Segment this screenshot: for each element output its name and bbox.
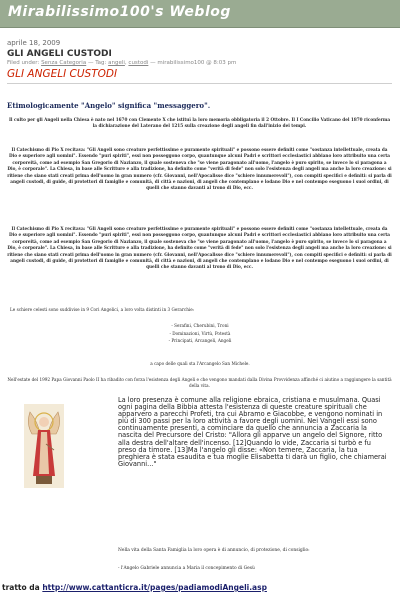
source-footer <box>2 583 267 592</box>
blog-title[interactable]: Mirabilissimo100's Weblog <box>8 4 231 20</box>
lead-text: Etimologicamente "Angelo" significa "messaggero". <box>7 101 211 110</box>
nell-text: Nell'estate del 1992 Papa Giovanni Paolo II ha ribadito con forza l'esistenza degli Angeli e che vengono mandati dalla Divina Provvidenza affinché ci aiutino a raggiungere la santità della vita. <box>7 377 392 389</box>
capo-text: a capo delle quali sta l'Arcangelo San Michele. <box>150 361 250 366</box>
paragraph-1 <box>7 117 392 130</box>
choirs-list <box>0 322 400 345</box>
post-title[interactable]: GLI ANGELI CUSTODI <box>7 49 112 59</box>
post-meta: Filed under: Senza Categoria — Tag: angeli, custodi — mirabilissimo100 @ 8:03 pm <box>7 60 237 66</box>
choirs-intro: Le schiere celesti sono suddivise in 9 Cori Angelici, a loro volta distinti in 3 Gerarchie: <box>10 307 195 312</box>
meta-suffix: — mirabilissimo100 @ 8:03 pm <box>150 60 237 66</box>
side-main-text: La loro presenza è comune alla religione ebraica, cristiana e musulmana. Quasi ogni pagina della Bibbia attesta l'esistenza di queste creature spirituali che apparvero a parecchi Profeti, tra cui Abramo e Giacobbe, e vengono nominati in più di 300 passi per la loro attività a favore degli uomini. Nei Vangeli essi sono continuamente presenti, a cominciare da quello che annuncia a Zaccaria la nascita del Precursore del Cristo: "Allora gli apparve un angelo del Signore, ritto alla destra dell'altare dell'incenso. [12]Quando lo vide, Zaccaria si turbò e fu preso da timore. [13]Ma l'angelo gli disse: «Non temere, Zaccaria, la tua preghiera è stata esaudita e tua moglie Elisabetta ti darà un figlio, che chiamerai Giovanni..." <box>118 396 387 468</box>
paragraph-1-text: Il culto per gli Angeli nella Chiesa è nato nel 1670 con Clemente X che istituì la loro memoria obbligatoria il 2 Ottobre. Il I Concilio Vaticano del 1870 riconferma la dichiarazione del Laterano del 1215 sulla creazione degli angeli fin dall'inizio dei tempi. <box>8 117 391 129</box>
paragraph-2-text: Il Catechismo di Pio X recitava: "Gli Angeli sono creature perfettissime e puramente spirituali" e possono essere definiti come "sostanza intellettuale, creata da Dio e superiore agli uomini". Essendo "puri spiriti", essi non posseggono corpo, quantunque alcuni Padri e scrittori ecclesiastici abbiano loro attribuito una certa corporeità, come ad esempio San Gregorio di Nazianzo, il quale sosteneva che "se viene paragonato all'uomo, l'angelo è puro spirito, se invece lo si paragona a Dio, è corporale". La Chiesa, in base alle Scritture e alla tradizione, ha definito come "verità di fede" non solo l'esistenza degli angeli ma anche la loro creazione: si ritiene che siano stati creati prima dell'uomo in gran numero (cfr. Giovanni, nell'Apocalisse dice "schiere innumerevoli"), con compiti specifici e definiti: si parla di angeli custodi, di guide, di protettori di famiglie e comunità, di città e nazioni, di angeli che contemplano e lodano Dio e nel contempo eseguono i suoi ordini, di quelli che stanno davanti al trono di Dio, ecc. <box>7 147 392 191</box>
side-paragraph-3: - l'Angelo Gabriele annuncia a Maria il concepimento di Gesù <box>118 566 255 571</box>
side-paragraph-2: Nella vita della Santa Famiglia la loro opera è di annuncio, di protezione, di consiglio: <box>118 548 310 553</box>
paragraph-3-text: Il Catechismo di Pio X recitava: "Gli Angeli sono creature perfettissime e puramente spirituali" e possono essere definiti come "sostanza intellettuale, creata da Dio e superiore agli uomini". Essendo "puri spiriti", essi non posseggono corpo, quantunque alcuni Padri e scrittori ecclesiastici abbiano loro attribuito una certa corporeità, come ad esempio San Gregorio di Nazianzo, il quale sosteneva che "se viene paragonato all'uomo, l'angelo è puro spirito, se invece lo si paragona a Dio, è corporale". La Chiesa, in base alle Scritture e alla tradizione, ha definito come "verità di fede" non solo l'esistenza degli angeli ma anche la loro creazione: si ritiene che siano stati creati prima dell'uomo in gran numero (cfr. Giovanni, nell'Apocalisse dice "schiere innumerevoli"), con compiti specifici e definiti: si parla di angeli custodi, di guide, di protettori di famiglie e comunità, di città e nazioni, di angeli che contemplano e lodano Dio e nel contempo eseguono i suoi ordini, di quelli che stanno davanti al trono di Dio, ecc. <box>7 226 392 270</box>
post-date: aprile 18, 2009 <box>7 39 61 47</box>
divider <box>7 83 392 84</box>
guardian-angel-image <box>24 404 64 488</box>
choir-line: - Dominazioni, Virtù, Potestà <box>169 330 231 336</box>
blog-header <box>0 0 400 28</box>
choir-line: - Serafini, Cherubini, Troni <box>171 323 229 328</box>
paragraph-2 <box>7 147 392 192</box>
source-link[interactable]: http://www.cattanticra.it/pages/padiamodiAngeli.asp <box>42 583 267 592</box>
choir-line: - Principati, Arcangeli, Angeli <box>168 338 232 343</box>
footer-label: tratto da <box>2 583 40 592</box>
tag-link-angeli[interactable]: angeli <box>108 60 125 66</box>
tag-link-custodi[interactable]: custodi <box>128 60 149 66</box>
meta-prefix: Filed under: <box>7 60 40 66</box>
meta-tags-sep: — Tag: <box>87 60 107 66</box>
post-heading: GLI ANGELI CUSTODI <box>7 68 118 80</box>
category-link[interactable]: Senza Categoria <box>41 60 87 66</box>
paragraph-3 <box>7 226 392 271</box>
